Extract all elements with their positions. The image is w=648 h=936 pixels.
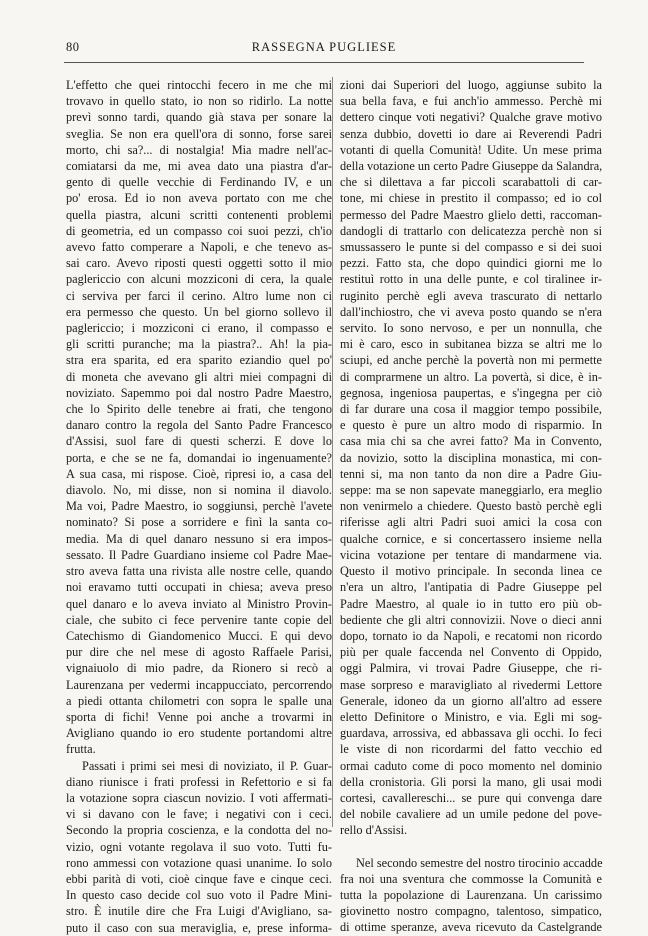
column-divider: [332, 77, 333, 827]
text-line: tone, mi chiese in prestito il compasso; ed io col: [340, 191, 602, 206]
text-line: Padre Maestro, al quale io in tutto ero più ob-: [340, 596, 602, 611]
text-line: le viste di non ricordarmi del fatto vecchio ed: [340, 742, 602, 757]
text-line: che lo Spirito delle tenebre ai frati, che tengono: [66, 402, 332, 417]
text-line: Avigliano quando io ero studente portandomi altre: [66, 726, 332, 741]
text-line: Laurenzana per vedermi incappucciato, percorrendo: [66, 677, 332, 692]
text-line: avevo fatto comperare a Napoli, e che tenevo as-: [66, 240, 332, 255]
text-line: stra era sparita, ed era sparito eziandio quel po': [66, 353, 332, 368]
text-line: vicina votazione per tentare di mandarmene via.: [340, 547, 602, 562]
text-line: frutta.: [66, 742, 96, 757]
text-line: danaro contro la regola del Santo Padre Francesco: [66, 418, 332, 433]
text-line: smussassero le punte si del compasso e si dei suoi: [340, 240, 602, 255]
text-line: gento di quelle vecchie di Ferdinando IV, e un: [66, 175, 332, 190]
text-line: zioni dai Superiori del luogo, aggiunse subito la: [340, 78, 602, 92]
text-line: di far durare una cosa il maggior tempo possibile,: [340, 402, 602, 417]
text-line: L'effetto che quei rintocchi fecero in me che mi: [66, 78, 332, 92]
text-line: tutta la popolazione di Laurenzana. Un carissimo: [340, 887, 602, 902]
text-line: restituì rotto in una delle punte, e col tiralinee ir-: [340, 272, 602, 287]
text-line: della cronistoria. Gli porsi la mano, gli usai modi: [340, 774, 602, 789]
text-line: non venirmelo a chiedere. Questo bastò perchè egli: [340, 499, 602, 514]
text-line: A sua casa, mi rispose. Cioè, ripresi io, a casa del: [66, 466, 332, 481]
text-line: della votazione un certo Padre Giuseppe da Salandra,: [340, 159, 603, 174]
text-line: quel danaro e lo aveva inviato al Ministro Provin-: [66, 596, 332, 611]
text-line: sai caro. Avevo riposti questi oggetti sotto il mio: [66, 256, 332, 271]
text-line: quella piastra, alcuni scritti contenenti problemi: [66, 207, 332, 222]
text-line: tenni si, ma non tanto da non dire a Padre Giu-: [340, 466, 602, 481]
text-line: riferisse agli altri Padri suoi amici la cosa con: [340, 515, 602, 530]
text-line: giovinetto nostro compagno, talentoso, simpatico,: [340, 904, 602, 919]
text-line: casa mia chi sa che avrei fatto? Ma in Convento,: [340, 434, 602, 449]
text-line: noviziato. Sapemmo poi dal nostro Padre Maestro,: [66, 385, 332, 400]
text-line: vizio, ogni votante regolava il suo voto. Tutti fu-: [66, 839, 332, 854]
text-line: ciale, che subito ci fece pervenire tante copie del: [66, 612, 332, 627]
text-line: votanti di quella Comunità! Udite. Un mese prima: [340, 142, 602, 157]
text-line: ruginito perchè egli aveva trascurato di nettarlo: [340, 288, 602, 303]
text-line: dall'inchiostro, che vi aveva posto quando se n'era: [340, 304, 602, 319]
text-line: ebbi parità di voti, cioè cinque fave e cinque ceci.: [66, 871, 332, 886]
text-line: diavolo. No, mi disse, non si nomina il diavolo.: [66, 483, 332, 498]
text-line: comiatarsi da me, mi avea dato una piastra d'ar-: [66, 159, 332, 174]
text-line: dettero cinque voti negativi? Qualche grave motivo: [340, 110, 602, 125]
text-line: dandogli di trattarlo con delicatezza perchè non si: [340, 223, 602, 238]
text-line: vi si davano con le fave; i negativi con i ceci.: [66, 807, 332, 822]
text-line: po' erosa. Ed io non aveva portato con me che: [66, 191, 332, 206]
header-rule: [64, 62, 584, 63]
text-line: In questo caso decide col suo voto il Padre Mini-: [66, 888, 332, 903]
text-line: vignaiuolo di mio padre, da Rionero si recò a: [66, 661, 332, 676]
text-line: sciupi, ed anche perchè la povertà non mi permette: [340, 353, 602, 368]
text-line: sessato. Il Padre Guardiano insieme col Padre Mae-: [66, 547, 332, 562]
text-line: gli scritti puranche; ma la piastra?.. Ah! la pia-: [66, 337, 332, 352]
text-line: era permesso che questo. Un bel giorno sollevo il: [66, 304, 332, 319]
text-line: ci serviva per farci il cerino. Altro lume non ci: [66, 288, 332, 303]
text-line: gegnosa, ingeniosa paupertas, e s'ingegna per ciò: [340, 385, 602, 400]
text-line: noi eravamo tutti occupati in chiesa; aveva preso: [66, 580, 332, 595]
text-line: stro. È inutile dire che Fra Luigi d'Avigliano, sa-: [66, 904, 332, 919]
text-line: diano riunisce i frati professi in Refettorio e si fa: [66, 774, 332, 789]
text-line: permesso del Padre Maestro glielo detti, raccoman-: [340, 207, 602, 222]
text-line: Questo il motivo principale. In seconda linea ce: [340, 564, 602, 579]
text-line: pezzi. Fatto sta, che dopo quindici giorni me lo: [340, 256, 602, 271]
text-line: trovavo in quello stato, io non so ridirlo. La notte: [66, 94, 332, 109]
text-line: sua bella fava, e fui anch'io ammesso. Perchè mi: [340, 94, 602, 109]
text-line: prevì sonno tardi, quando già stava per sonare la: [66, 110, 332, 125]
text-line: e questo è pure un altro modo di risparmio. In: [340, 418, 602, 433]
text-line: Catechismo di Giandomenico Mucci. E qui devo: [66, 628, 332, 643]
text-line: di moneta che avevano gli altri miei compagni di: [66, 369, 332, 384]
text-line: n'era un altro, l'antipatia di Padre Giuseppe pel: [340, 580, 602, 595]
text-line: oggi Palmira, vi trovai Padre Giuseppe, che ri-: [340, 661, 602, 676]
text-line: da novizio, sotto la disciplina monastica, mi con-: [340, 450, 602, 465]
page-number: 80: [66, 40, 80, 54]
text-line: seppe: ma se non sapevate maneggiarlo, era meglio: [340, 483, 602, 498]
text-line: sveglia. Se non era quell'ora di sonno, forse sarei: [66, 126, 332, 141]
text-line: che si dilettava a far piccoli scarabattoli di car-: [340, 175, 602, 190]
text-line: mi è caro, esco in subitanea bizza se altri me lo: [340, 337, 602, 352]
text-line: stro aveva fatta una rivista alle nostre celle, quando: [66, 564, 332, 579]
text-line: Ma voi, Padre Maestro, io soggiunsi, perchè l'avete: [66, 499, 332, 514]
page-header: [0, 40, 648, 62]
text-line: senza dubbio, dovetti io dare ai Reverendi Padri: [340, 126, 602, 141]
text-line: a piedi ottanta chilometri con sopra le spalle una: [66, 693, 332, 708]
text-line: di geometria, ed un compasso coi suoi pezzi, ch'io: [66, 223, 332, 238]
text-line: rello d'Assisi.: [340, 823, 408, 838]
text-line: puto il caso con sua meraviglia, e, prese informa-: [66, 920, 332, 935]
text-line: più per quale faccenda nel Convento di Oppido,: [340, 645, 602, 660]
text-line: porta, e che se ne fa, domandai io ingenuamente?: [66, 450, 332, 465]
text-line: qualche cornice, e si concertassero insieme nella: [340, 531, 602, 546]
paragraph-gap: [340, 839, 602, 855]
left-text-column: [66, 77, 332, 936]
text-line: paglericcio con alcuni mozziconi di cera, la quale: [66, 272, 332, 287]
right-text-column: [340, 77, 602, 936]
text-line: d'Assisi, suol fare di questi scherzi. E dove lo: [66, 434, 332, 449]
text-line: Generale, idoneo da un giorno all'altro ad essere: [340, 693, 602, 708]
text-line: bediente che gli altri connovizii. Nove o dieci anni: [340, 612, 602, 627]
text-line: Secondo la propria coscienza, e la condotta del no-: [66, 823, 332, 838]
running-title: RASSEGNA PUGLIESE: [251, 40, 397, 54]
text-line: paglericcio; i mozziconi ci erano, il compasso e: [66, 321, 332, 336]
text-line: di ottime speranze, aveva ricevuto da Castelgrande: [340, 920, 602, 935]
text-line: guardava, arrossiva, ed abbassava gli occhi. Io feci: [340, 726, 602, 741]
text-line: dopo, tornato io da Napoli, e recatomi non ricordo: [340, 628, 602, 643]
text-line: servito. Io sono nervoso, e per un nonnulla, che: [340, 321, 602, 336]
text-line: del nobile cavaliere ad un umile pedone del pove-: [340, 807, 602, 822]
text-line: di comprarmene un altro. La povertà, si dice, è in-: [340, 369, 602, 384]
text-line: rono ammessi con votazione quasi unanime. Io solo: [66, 855, 332, 870]
text-line: ormai caduto come di poco momento nel dominio: [340, 758, 602, 773]
text-line: sporta di fichi! Venne poi anche a trovarmi in: [66, 709, 332, 724]
text-line: nominato? Si pose a sorridere e finì la santa co-: [66, 515, 332, 530]
text-line: Passati i primi sei mesi di noviziato, il P. Guar-: [82, 758, 332, 773]
text-line: fra noi una sventura che commosse la Comunità e: [340, 871, 602, 886]
text-line: Nel secondo semestre del nostro tirocinio accadde: [356, 855, 603, 870]
text-line: pur dire che nel mese di agosto Raffaele Parisi,: [66, 645, 332, 660]
text-line: cortesi, cavallereschi... se pure qui convenga dare: [340, 790, 602, 805]
text-line: la votazione sopra ciascun novizio. I voti affermati-: [66, 790, 332, 805]
text-line: mase sorpreso e maravigliato al rivedermi Lettore: [340, 677, 602, 692]
text-line: morto, chi sa?... di nostalgia! Mia madre nell'ac-: [66, 142, 332, 157]
text-line: eletto Definitore o Ministro, e via. Egli mi sog-: [340, 709, 602, 724]
text-line: media. Ma di quel danaro nessuno si era impos-: [66, 531, 332, 546]
